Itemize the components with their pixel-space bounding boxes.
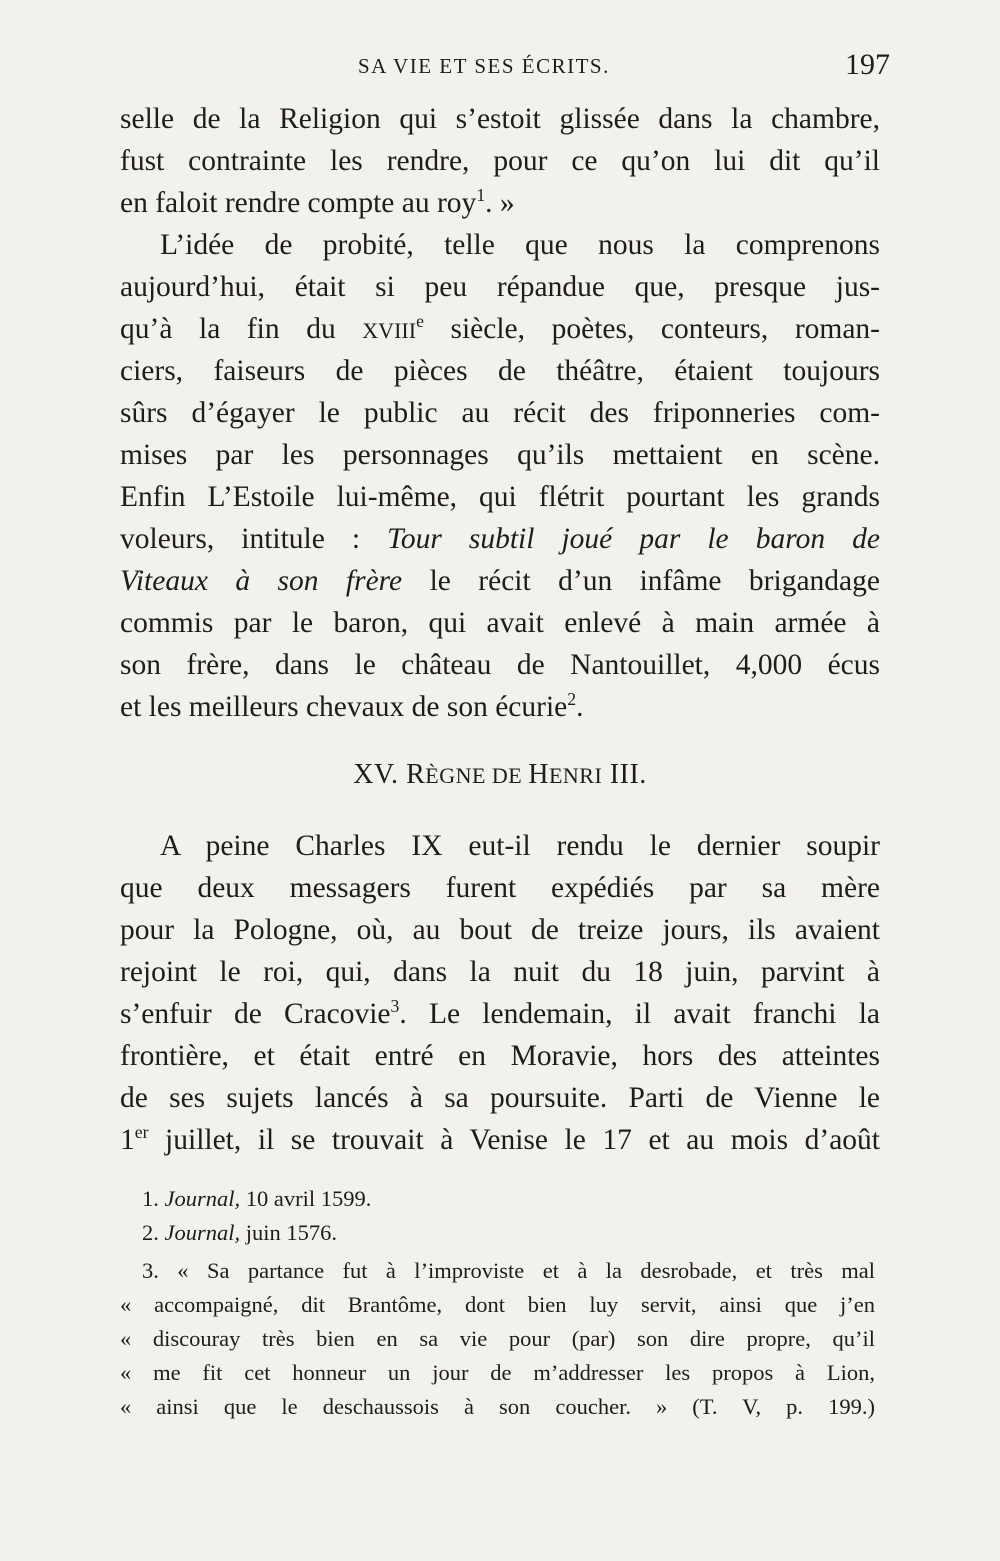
text-line: aujourd’hui, était si peu répandue que, presque jus- [120, 271, 880, 303]
text-line: sûrs d’égayer le public au récit des friponneries com- [120, 397, 880, 429]
footnote-3-line: « discouray très bien en sa vie pour (par) son dire propre, qu’il [120, 1326, 875, 1351]
text-line: mises par les personnages qu’ils mettaient en scène. [120, 439, 880, 471]
text-line: fust contrainte les rendre, pour ce qu’on lui dit qu’il [120, 145, 880, 177]
footnote-2: 2. Journal, juin 1576. [142, 1220, 338, 1245]
footnote-3-line: « ainsi que le deschaussois à son coucher. » (T. V, p. 199.) [120, 1394, 875, 1419]
text-line: A peine Charles IX eut-il rendu le dernier soupir [160, 830, 880, 862]
text-line: de ses sujets lancés à sa poursuite. Parti de Vienne le [120, 1082, 880, 1114]
footnote-ref: 3 [390, 996, 400, 1017]
section-heading: XV. RÈGNE DE HENRI III. [353, 759, 647, 790]
page-number: 197 [845, 48, 890, 81]
text-line: Viteaux à son frère le récit d’un infâme brigandage [120, 565, 880, 597]
text-line: ciers, faiseurs de pièces de théâtre, étaient toujours [120, 355, 880, 387]
text-line: pour la Pologne, où, au bout de treize jours, ils avaient [120, 914, 880, 946]
text-line: selle de la Religion qui s’estoit glissée dans la chambre, [120, 103, 880, 135]
text-line: frontière, et était entré en Moravie, hors des atteintes [120, 1040, 880, 1072]
text-line: rejoint le roi, qui, dans la nuit du 18 juin, parvint à [120, 956, 880, 988]
footnote-1: 1. Journal, 10 avril 1599. [142, 1186, 372, 1211]
text-line: s’enfuir de Cracovie$^3$. Le lendemain, il avait franchi la [120, 996, 880, 1030]
text-line: et les meilleurs chevaux de son écurie$^2$. [120, 689, 584, 723]
text-line: Enfin L’Estoile lui-même, qui flétrit pourtant les grands [120, 481, 880, 513]
running-head: SA VIE ET SES ÉCRITS. [358, 54, 610, 78]
text-line: en faloit rendre compte au roy$^1$. » [120, 185, 515, 219]
text-line: que deux messagers furent expédiés par sa mère [120, 872, 880, 904]
footnote-3-line: « me fit cet honneur un jour de m’addresser les propos à Lion, [120, 1360, 875, 1385]
text-line: commis par le baron, qui avait enlevé à main armée à [120, 607, 880, 639]
page-header [120, 48, 890, 88]
footnote-3-line: « accompaigné, dit Brantôme, dont bien luy servit, ainsi que j’en [120, 1292, 875, 1317]
text-line: qu’à la fin du XVIIIe siècle, poètes, conteurs, roman- [120, 311, 880, 345]
footnote-3-line: 3. « Sa partance fut à l’improviste et à la desrobade, et très mal [142, 1258, 875, 1283]
text-line: L’idée de probité, telle que nous la comprenons [160, 229, 880, 261]
footnote-ref: 1 [476, 185, 486, 206]
text-line: son frère, dans le château de Nantouillet, 4,000 écus [120, 649, 880, 681]
text-line: voleurs, intitule : Tour subtil joué par le baron de [120, 523, 880, 555]
footnote-ref: 2 [567, 689, 577, 710]
text-line: 1er juillet, il se trouvait à Venise le 17 et au mois d’août [120, 1122, 880, 1156]
